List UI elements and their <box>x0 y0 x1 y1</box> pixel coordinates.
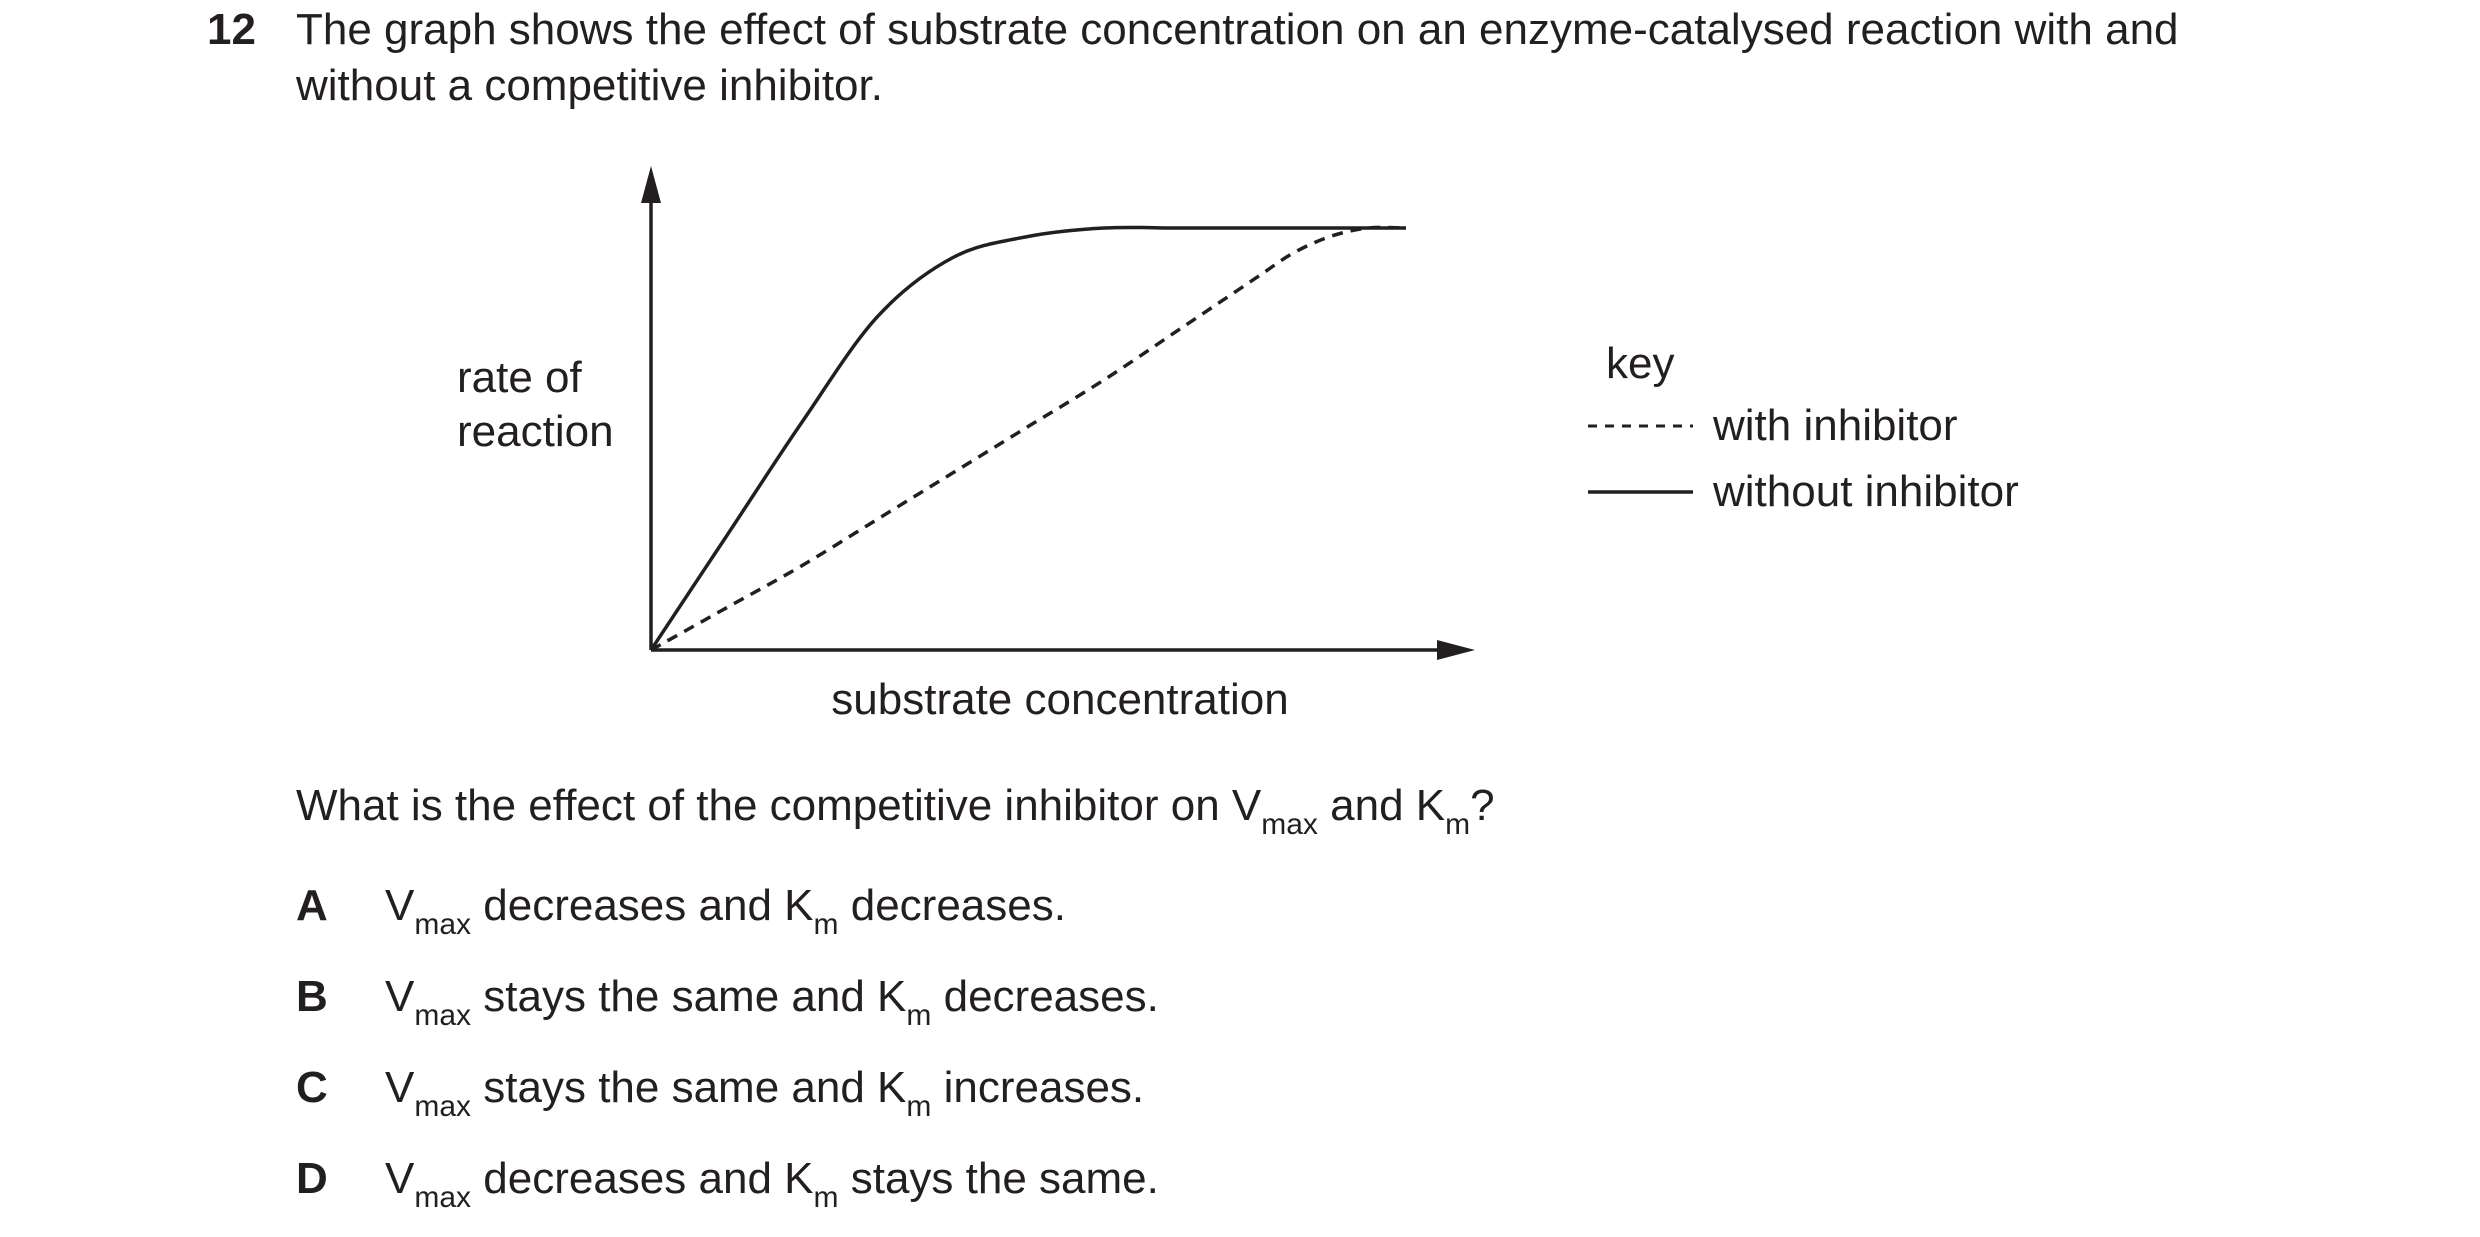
y-axis-label-line-1: rate of <box>457 353 582 402</box>
question-number: 12 <box>207 5 256 54</box>
question-stem-line-2: without a competitive inhibitor. <box>296 61 883 110</box>
option-text: $V_{max}$ stays the same and $K_m$ decreases. <box>385 972 1159 1032</box>
legend <box>1588 339 2019 516</box>
y-axis-arrowhead <box>641 166 661 203</box>
option-text: $V_{max}$ stays the same and $K_m$ increases. <box>385 1063 1145 1123</box>
x-axis-arrowhead <box>1437 640 1475 660</box>
y-axis-label-line-2: reaction <box>457 407 614 456</box>
option-letter: B <box>296 972 328 1021</box>
option-text: $V_{max}$ decreases and $K_m$ decreases. <box>385 881 1066 941</box>
x-axis <box>651 640 1475 660</box>
series-without-inhibitor-line <box>651 227 1406 650</box>
y-axis <box>641 166 661 650</box>
option-letter: C <box>296 1063 328 1112</box>
question-stem-line-1: The graph shows the effect of substrate concentration on an enzyme-catalysed reaction with and <box>296 5 2179 54</box>
legend-label-with-inhibitor: with inhibitor <box>1713 401 1958 450</box>
legend-title: key <box>1606 339 1675 388</box>
x-axis-label: substrate concentration <box>831 675 1289 724</box>
legend-label-without-inhibitor: without inhibitor <box>1713 467 2019 516</box>
option-letter: A <box>296 881 328 930</box>
series-with-inhibitor-line <box>651 227 1406 650</box>
question-prompt: What is the effect of the competitive inhibitor on $V_{max}$ and $K_m$? <box>296 781 1495 841</box>
option-letter: D <box>296 1154 328 1203</box>
option-text: $V_{max}$ decreases and $K_m$ stays the same. <box>385 1154 1159 1214</box>
